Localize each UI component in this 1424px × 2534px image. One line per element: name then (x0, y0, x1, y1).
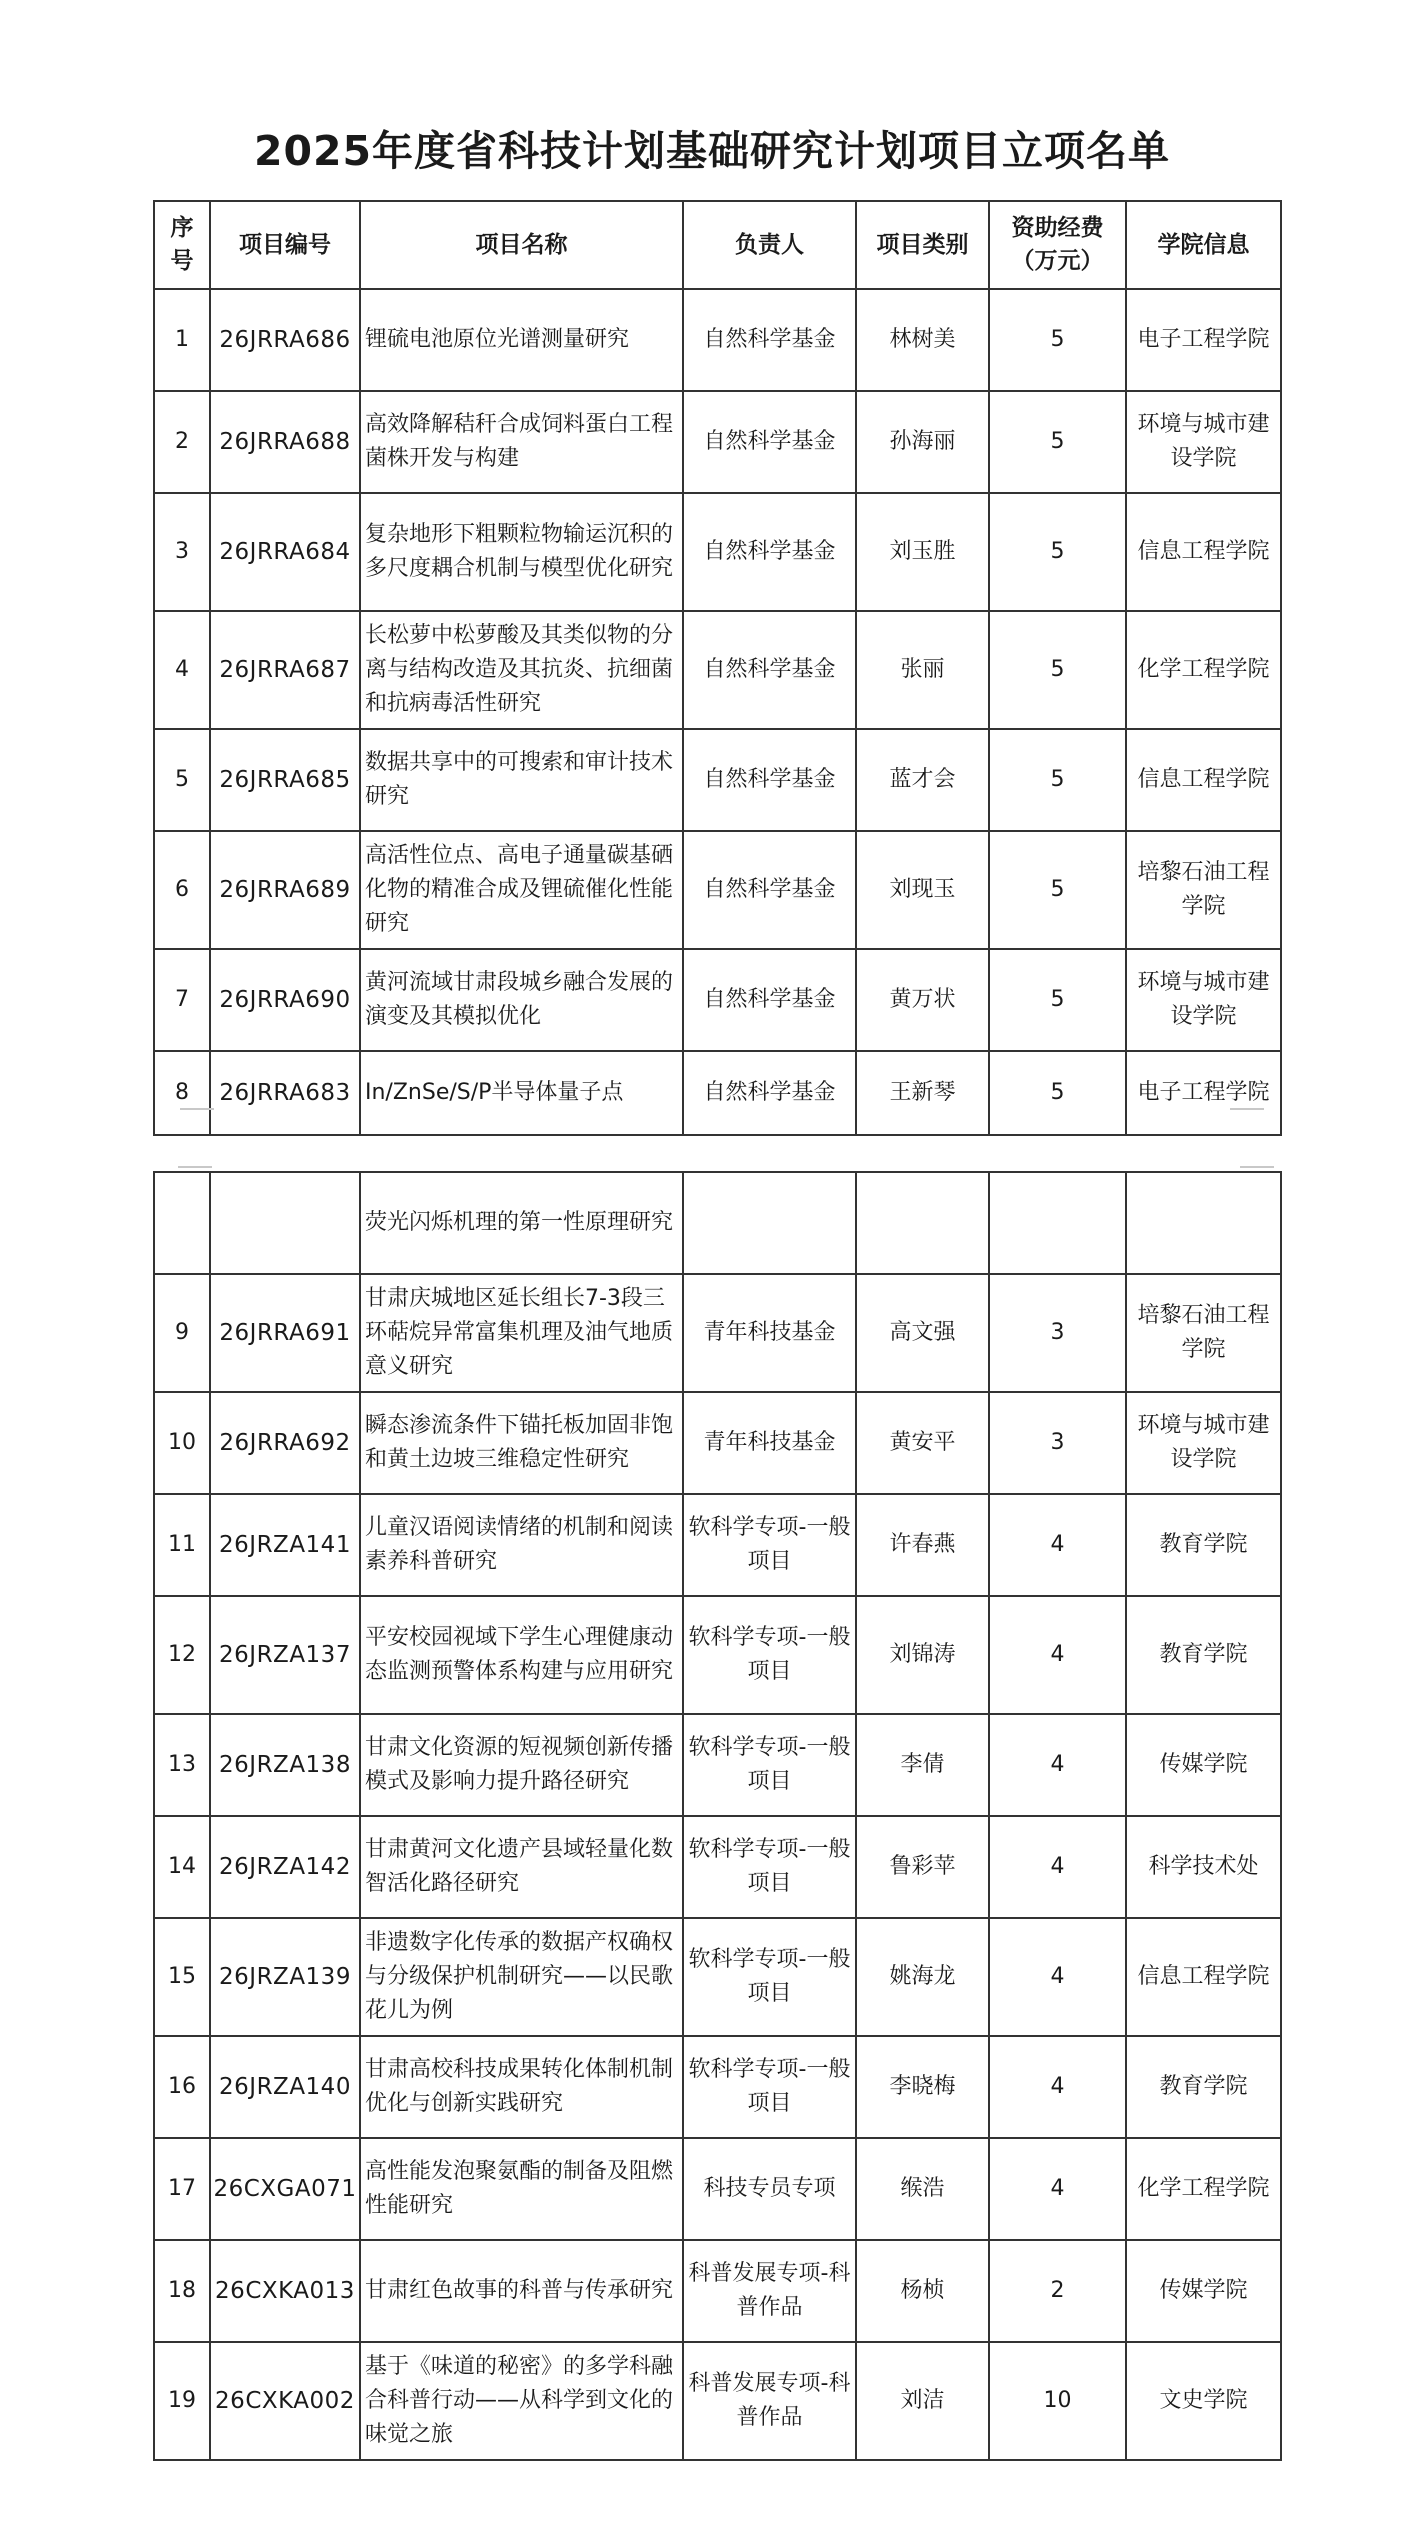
project-table-part-1 (153, 200, 1282, 1136)
cell-leader: 姚海龙 (856, 1918, 989, 2036)
cell-code: 26JRRA691 (210, 1274, 360, 1392)
table-row (154, 391, 1281, 493)
cell-college: 培黎石油工程学院 (1126, 1274, 1281, 1392)
cell-fund: 4 (989, 1596, 1126, 1714)
cell-fund: 3 (989, 1392, 1126, 1494)
cell-category: 自然科学基金 (683, 493, 856, 611)
cell-fund (989, 1172, 1126, 1274)
cell-code: 26JRZA140 (210, 2036, 360, 2138)
table-row (154, 831, 1281, 949)
cell-name: 甘肃红色故事的科普与传承研究 (360, 2240, 683, 2342)
cell-fund: 5 (989, 949, 1126, 1051)
cell-college: 环境与城市建设学院 (1126, 391, 1281, 493)
cell-category: 软科学专项-一般项目 (683, 1816, 856, 1918)
table-row (154, 289, 1281, 391)
cell-no: 10 (154, 1392, 210, 1494)
cell-college: 传媒学院 (1126, 1714, 1281, 1816)
cell-leader (856, 1172, 989, 1274)
cell-leader: 黄万状 (856, 949, 989, 1051)
cell-code: 26JRZA137 (210, 1596, 360, 1714)
cell-no: 3 (154, 493, 210, 611)
cell-college: 科学技术处 (1126, 1816, 1281, 1918)
cell-fund: 5 (989, 831, 1126, 949)
cell-no: 15 (154, 1918, 210, 2036)
cell-category: 自然科学基金 (683, 611, 856, 729)
cell-leader: 杨桢 (856, 2240, 989, 2342)
cell-category: 科普发展专项-科普作品 (683, 2240, 856, 2342)
cell-name: 高性能发泡聚氨酯的制备及阻燃性能研究 (360, 2138, 683, 2240)
cell-college: 信息工程学院 (1126, 493, 1281, 611)
cell-no: 9 (154, 1274, 210, 1392)
cell-name: In/ZnSe/S/P半导体量子点 (360, 1051, 683, 1135)
cell-category: 科普发展专项-科普作品 (683, 2342, 856, 2460)
page-break-mark (180, 1108, 214, 1110)
cell-leader: 李倩 (856, 1714, 989, 1816)
cell-code: 26JRZA139 (210, 1918, 360, 2036)
cell-category: 青年科技基金 (683, 1392, 856, 1494)
cell-name: 高效降解秸秆合成饲料蛋白工程菌株开发与构建 (360, 391, 683, 493)
cell-leader: 王新琴 (856, 1051, 989, 1135)
cell-fund: 2 (989, 2240, 1126, 2342)
cell-fund: 5 (989, 391, 1126, 493)
cell-leader: 刘锦涛 (856, 1596, 989, 1714)
cell-college: 文史学院 (1126, 2342, 1281, 2460)
cell-leader: 许春燕 (856, 1494, 989, 1596)
cell-college: 教育学院 (1126, 1494, 1281, 1596)
cell-name: 黄河流域甘肃段城乡融合发展的演变及其模拟优化 (360, 949, 683, 1051)
table-row (154, 1172, 1281, 1274)
project-table-part-2 (153, 1171, 1282, 2461)
table-row (154, 2342, 1281, 2460)
table-row (154, 1494, 1281, 1596)
cell-no (154, 1172, 210, 1274)
cell-code: 26CXKA013 (210, 2240, 360, 2342)
page-break-mark (1230, 1108, 1264, 1110)
cell-name: 瞬态渗流条件下锚托板加固非饱和黄土边坡三维稳定性研究 (360, 1392, 683, 1494)
cell-no: 6 (154, 831, 210, 949)
cell-no: 8 (154, 1051, 210, 1135)
cell-code: 26JRRA688 (210, 391, 360, 493)
cell-leader: 张丽 (856, 611, 989, 729)
cell-name: 非遗数字化传承的数据产权确权与分级保护机制研究——以民歌花儿为例 (360, 1918, 683, 2036)
cell-college: 电子工程学院 (1126, 1051, 1281, 1135)
cell-no: 1 (154, 289, 210, 391)
cell-leader: 黄安平 (856, 1392, 989, 1494)
cell-no: 18 (154, 2240, 210, 2342)
table-row (154, 1816, 1281, 1918)
cell-no: 14 (154, 1816, 210, 1918)
cell-category: 自然科学基金 (683, 949, 856, 1051)
cell-college: 信息工程学院 (1126, 729, 1281, 831)
cell-name: 锂硫电池原位光谱测量研究 (360, 289, 683, 391)
cell-code: 26JRRA692 (210, 1392, 360, 1494)
cell-college: 信息工程学院 (1126, 1918, 1281, 2036)
cell-name: 甘肃高校科技成果转化体制机制优化与创新实践研究 (360, 2036, 683, 2138)
cell-fund: 5 (989, 493, 1126, 611)
table-header-row (154, 201, 1281, 289)
cell-college: 化学工程学院 (1126, 611, 1281, 729)
cell-leader: 刘现玉 (856, 831, 989, 949)
cell-code: 26CXGA071 (210, 2138, 360, 2240)
cell-category: 自然科学基金 (683, 729, 856, 831)
cell-no: 13 (154, 1714, 210, 1816)
cell-category: 软科学专项-一般项目 (683, 1596, 856, 1714)
table-row (154, 2036, 1281, 2138)
cell-code: 26JRZA141 (210, 1494, 360, 1596)
cell-leader: 刘玉胜 (856, 493, 989, 611)
table-row (154, 493, 1281, 611)
cell-leader: 刘洁 (856, 2342, 989, 2460)
cell-no: 4 (154, 611, 210, 729)
header-fund: 资助经费（万元） (989, 201, 1126, 289)
cell-no: 19 (154, 2342, 210, 2460)
cell-fund: 4 (989, 1714, 1126, 1816)
cell-code (210, 1172, 360, 1274)
cell-fund: 5 (989, 729, 1126, 831)
cell-no: 7 (154, 949, 210, 1051)
cell-leader: 孙海丽 (856, 391, 989, 493)
table-row (154, 611, 1281, 729)
cell-fund: 4 (989, 1494, 1126, 1596)
cell-code: 26JRRA687 (210, 611, 360, 729)
cell-fund: 4 (989, 2036, 1126, 2138)
table-row (154, 1918, 1281, 2036)
cell-fund: 4 (989, 2138, 1126, 2240)
cell-leader: 鲁彩苹 (856, 1816, 989, 1918)
cell-fund: 5 (989, 611, 1126, 729)
table-row (154, 1596, 1281, 1714)
cell-name: 甘肃庆城地区延长组长7-3段三环萜烷异常富集机理及油气地质意义研究 (360, 1274, 683, 1392)
cell-category: 青年科技基金 (683, 1274, 856, 1392)
cell-fund: 5 (989, 1051, 1126, 1135)
cell-name: 荧光闪烁机理的第一性原理研究 (360, 1172, 683, 1274)
cell-leader: 蓝才会 (856, 729, 989, 831)
cell-code: 26JRZA142 (210, 1816, 360, 1918)
table-body-1 (154, 289, 1281, 1135)
header-category: 负责人 (683, 201, 856, 289)
cell-leader: 缑浩 (856, 2138, 989, 2240)
cell-name: 高活性位点、高电子通量碳基硒化物的精准合成及锂硫催化性能研究 (360, 831, 683, 949)
cell-college (1126, 1172, 1281, 1274)
cell-fund: 3 (989, 1274, 1126, 1392)
cell-fund: 10 (989, 2342, 1126, 2460)
cell-category: 自然科学基金 (683, 1051, 856, 1135)
cell-category: 软科学专项-一般项目 (683, 1714, 856, 1816)
cell-code: 26JRRA689 (210, 831, 360, 949)
table-row (154, 2240, 1281, 2342)
page-break-mark (178, 1166, 212, 1168)
page-title: 2025年度省科技计划基础研究计划项目立项名单 (253, 127, 1171, 175)
header-leader: 项目类别 (856, 201, 989, 289)
cell-category: 软科学专项-一般项目 (683, 1918, 856, 2036)
cell-code: 26JRRA685 (210, 729, 360, 831)
table-row (154, 1392, 1281, 1494)
cell-code: 26JRRA686 (210, 289, 360, 391)
cell-code: 26JRRA684 (210, 493, 360, 611)
cell-category (683, 1172, 856, 1274)
table-row (154, 1714, 1281, 1816)
table-row (154, 2138, 1281, 2240)
cell-no: 5 (154, 729, 210, 831)
cell-name: 长松萝中松萝酸及其类似物的分离与结构改造及其抗炎、抗细菌和抗病毒活性研究 (360, 611, 683, 729)
cell-no: 17 (154, 2138, 210, 2240)
cell-code: 26JRZA138 (210, 1714, 360, 1816)
cell-leader: 高文强 (856, 1274, 989, 1392)
cell-name: 数据共享中的可搜索和审计技术研究 (360, 729, 683, 831)
cell-category: 自然科学基金 (683, 391, 856, 493)
cell-college: 教育学院 (1126, 1596, 1281, 1714)
table-row (154, 1274, 1281, 1392)
cell-leader: 林树美 (856, 289, 989, 391)
cell-category: 科技专员专项 (683, 2138, 856, 2240)
cell-category: 自然科学基金 (683, 289, 856, 391)
cell-category: 软科学专项-一般项目 (683, 1494, 856, 1596)
cell-code: 26CXKA002 (210, 2342, 360, 2460)
cell-category: 软科学专项-一般项目 (683, 2036, 856, 2138)
cell-no: 16 (154, 2036, 210, 2138)
cell-name: 甘肃文化资源的短视频创新传播模式及影响力提升路径研究 (360, 1714, 683, 1816)
cell-college: 环境与城市建设学院 (1126, 1392, 1281, 1494)
cell-name: 儿童汉语阅读情绪的机制和阅读素养科普研究 (360, 1494, 683, 1596)
cell-fund: 5 (989, 289, 1126, 391)
header-code: 项目编号 (210, 201, 360, 289)
header-name: 项目名称 (360, 201, 683, 289)
table-row (154, 949, 1281, 1051)
cell-no: 11 (154, 1494, 210, 1596)
cell-no: 2 (154, 391, 210, 493)
cell-college: 化学工程学院 (1126, 2138, 1281, 2240)
cell-fund: 4 (989, 1918, 1126, 2036)
cell-college: 教育学院 (1126, 2036, 1281, 2138)
cell-name: 复杂地形下粗颗粒物输运沉积的多尺度耦合机制与模型优化研究 (360, 493, 683, 611)
page-break-mark (1240, 1166, 1274, 1168)
cell-code: 26JRRA690 (210, 949, 360, 1051)
cell-college: 传媒学院 (1126, 2240, 1281, 2342)
table-row (154, 1051, 1281, 1135)
cell-category: 自然科学基金 (683, 831, 856, 949)
cell-college: 培黎石油工程学院 (1126, 831, 1281, 949)
cell-college: 环境与城市建设学院 (1126, 949, 1281, 1051)
table-body-2 (154, 1172, 1281, 2460)
cell-leader: 李晓梅 (856, 2036, 989, 2138)
cell-name: 平安校园视域下学生心理健康动态监测预警体系构建与应用研究 (360, 1596, 683, 1714)
cell-code: 26JRRA683 (210, 1051, 360, 1135)
cell-name: 甘肃黄河文化遗产县域轻量化数智活化路径研究 (360, 1816, 683, 1918)
cell-no: 12 (154, 1596, 210, 1714)
header-no: 序号 (154, 201, 210, 289)
cell-college: 电子工程学院 (1126, 289, 1281, 391)
cell-name: 基于《味道的秘密》的多学科融合科普行动——从科学到文化的味觉之旅 (360, 2342, 683, 2460)
header-college: 学院信息 (1126, 201, 1281, 289)
cell-fund: 4 (989, 1816, 1126, 1918)
table-row (154, 729, 1281, 831)
